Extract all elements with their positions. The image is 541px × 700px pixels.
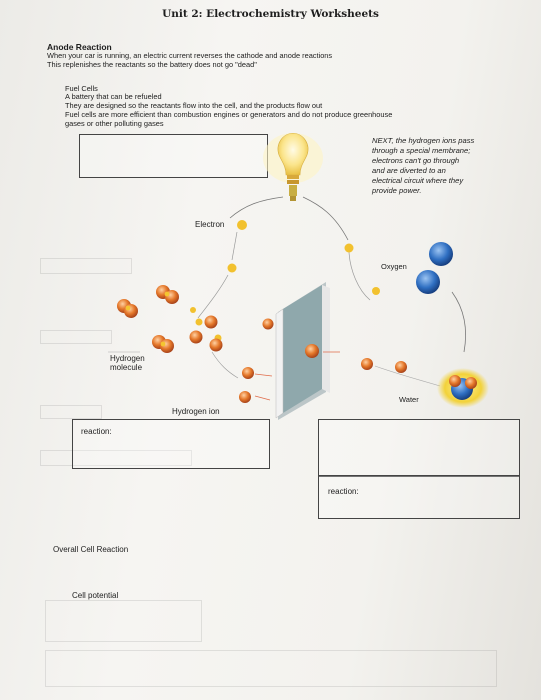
hydrogen-molecule-label [110,354,145,372]
light-bulb-icon [263,133,323,201]
oxygen-label: Oxygen [381,262,407,271]
hydrogen-ion-icon [190,331,203,344]
page-title: Unit 2: Electrochemistry Worksheets [162,8,379,20]
hydrogen-ion-icon [305,344,319,358]
diagram-note [372,136,474,196]
label-line: molecule [110,363,143,372]
label-line: Hydrogen [110,354,145,363]
hydrogen-ion-icon [239,391,251,403]
hydrogen-ion-icon [395,361,407,373]
electron-icon [228,264,237,273]
electron-icon [196,319,203,326]
electron-label: Electron [195,220,225,229]
hydrogen-ion-icon [210,339,223,352]
anode-heading: Anode Reaction [47,42,112,52]
hydrogen-ion-icon [263,319,274,330]
water-label: Water [399,395,419,404]
fuel-cells-line: They are designed so the reactants flow into the cell, and the products flow out [65,101,323,110]
hydrogen-molecule-icon [156,285,179,304]
electron-icon [372,287,380,295]
note-line: provide power. [372,186,422,195]
hydrogen-ion-icon [361,358,373,370]
electron-icon [345,244,354,253]
reaction-label: reaction: [81,427,112,436]
reaction-label: reaction: [328,487,359,496]
note-line: electrical circuit where they [372,176,464,185]
hydrogen-ion-label: Hydrogen ion [172,407,220,416]
fuel-cells-heading: Fuel Cells [65,84,98,93]
note-line: NEXT, the hydrogen ions pass [372,136,475,145]
water-molecule-icon [437,368,489,408]
hydrogen-molecule-icon [117,299,138,318]
overall-cell-reaction-label: Overall Cell Reaction [53,545,129,554]
oxygen-molecule-icon [416,242,453,294]
reaction-box-left[interactable] [72,419,270,469]
fuel-cells-line: Fuel cells are more efficient than combustion engines or generators and do not produce greenhouse [65,110,393,119]
reaction-box-right-upper[interactable] [318,419,520,477]
hydrogen-molecule-icon [152,335,174,353]
fuel-cells-line: gases or other polluting gases [65,119,164,128]
reaction-box-right-lower[interactable] [318,475,520,519]
electron-icon [237,220,247,230]
fuel-cells-line: A battery that can be refueled [65,92,162,101]
note-line: through a special membrane; [372,146,471,155]
hydrogen-ion-icon [205,316,218,329]
anode-line: When your car is running, an electric current reverses the cathode and anode reactions [47,51,333,60]
electron-icon [190,307,196,313]
hydrogen-ion-icon [242,367,254,379]
anode-line: This replenishes the reactants so the battery does not go "dead" [47,60,257,69]
note-line: electrons can't go through [372,156,460,165]
note-line: and are diverted to an [372,166,446,175]
membrane-panel [276,282,330,420]
cell-potential-label: Cell potential [72,591,119,600]
